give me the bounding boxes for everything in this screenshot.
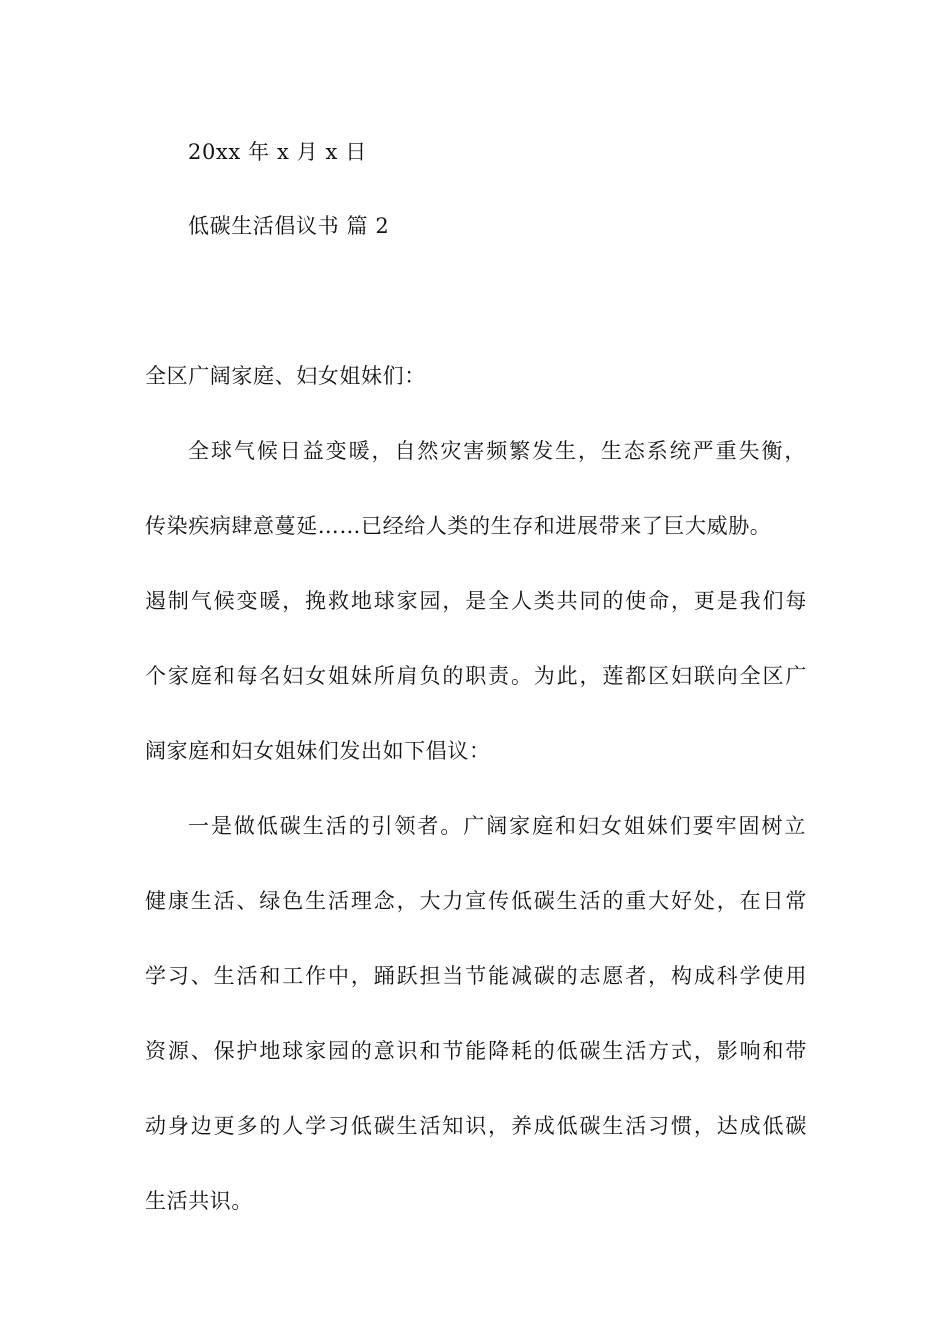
paragraph-line: 个家庭和每名妇女姐妹所肩负的职责。为此，莲都区妇联向全区广 xyxy=(145,664,807,688)
paragraph-line: 健康生活、绿色生活理念，大力宣传低碳生活的重大好处，在日常 xyxy=(145,889,807,913)
paragraph-line: 学习、生活和工作中，踊跃担当节能减碳的志愿者，构成科学使用 xyxy=(145,964,807,988)
paragraph-line: 一是做低碳生活的引领者。广阔家庭和妇女姐妹们要牢固树立 xyxy=(188,814,806,838)
section-title: 低碳生活倡议书 篇 2 xyxy=(188,214,390,238)
paragraph-line: 传染疾病肆意蔓延……已经给人类的生存和进展带来了巨大威胁。 xyxy=(145,514,772,538)
paragraph-line: 全球气候日益变暖，自然灾害频繁发生，生态系统严重失衡， xyxy=(188,439,806,463)
paragraph-line: 动身边更多的人学习低碳生活知识，养成低碳生活习惯，达成低碳 xyxy=(145,1114,807,1138)
paragraph-line: 资源、保护地球家园的意识和节能降耗的低碳生活方式，影响和带 xyxy=(145,1039,807,1063)
paragraph-line: 遏制气候变暖，挽救地球家园，是全人类共同的使命，更是我们每 xyxy=(145,589,807,613)
date-line: 20xx 年 x 月 x 日 xyxy=(188,140,367,164)
salutation: 全区广阔家庭、妇女姐妹们： xyxy=(145,364,426,388)
paragraph-line: 生活共识。 xyxy=(145,1189,253,1213)
paragraph-line: 阔家庭和妇女姐妹们发出如下倡议： xyxy=(145,739,491,763)
